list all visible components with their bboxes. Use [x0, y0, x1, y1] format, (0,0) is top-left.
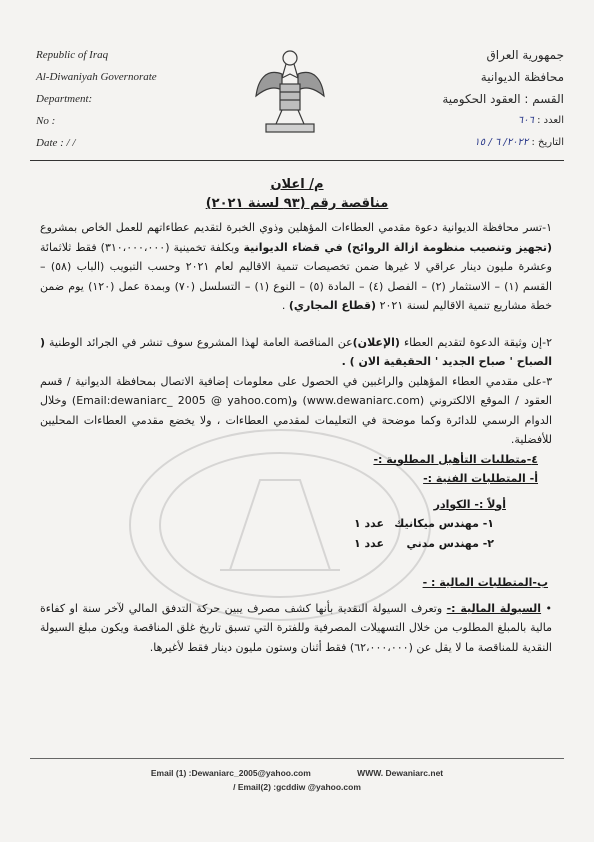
governorate-name-ar: محافظة الديوانية: [480, 70, 564, 84]
staff-row: [40, 514, 552, 534]
header-divider: [30, 160, 564, 161]
technical-requirements-heading: أ- المتطلبات الفنية :-: [423, 472, 538, 485]
staff-count: عدد ١: [353, 536, 384, 550]
country-name-en: Republic of Iraq: [36, 49, 109, 61]
letter-footer: [0, 766, 594, 794]
number-label-ar: العدد :: [537, 115, 564, 126]
date-label-ar: التاريخ :: [531, 137, 564, 148]
footer-divider: [30, 758, 564, 759]
english-letterhead: [36, 44, 216, 154]
date-value-ar: ٢٠٢٢/ ٦ / ١٥: [474, 137, 529, 148]
department-label-en: Department:: [36, 93, 93, 105]
tender-number: مناقصة رقم (٩٣ لسنة ٢٠٢١): [205, 196, 389, 211]
staff-name: ٢- مهندس مدني: [406, 536, 494, 550]
paragraph-project-invitation: ١-تسر محافظة الديوانية دعوة مقدمي العطاءات المؤهلين وذوي الخبرة لتقديم عطاءاتهم للعمل الخاص بمشروع (تجهيز وتنصيب منظومة ازالة الروائح) في قضاء الديوانية وبكلفة تخمينية (٣١٠،٠٠٠،٠٠٠) فقط ثلاثمائة وعشرة مليون دينار عراقي لا غيرها ضمن تخصيصات تنمية الاقاليم لعام ٢٠٢١ وحسب التبويب (الباب (٥٨) – القسم (١) – الاستثمار (٢) – الفصل (٤) – المادة (٥) – النوع (١) – التسلسل (٧٠) وبمدة عمل (١٢٠) يوم ضمن خطة مشاريع تنمية الاقاليم لسنة ٢٠٢١ (قطاع المجاري) .: [40, 221, 553, 312]
financial-requirements-heading: ب-المتطلبات المالية : -: [422, 576, 548, 589]
country-name-ar: جمهورية العراق: [486, 48, 564, 62]
staff-heading: أولاً :- الكوادر: [433, 497, 506, 511]
staff-count: عدد ١: [353, 517, 384, 530]
governorate-name-en: Al-Diwaniyah Governorate: [36, 71, 157, 83]
letter-body: [40, 218, 552, 657]
arabic-letterhead: [389, 44, 564, 154]
footer-website: WWW. Dewaniarc.net: [357, 768, 444, 778]
announcement-label: م/ اعلان: [270, 177, 324, 192]
iraq-eagle-emblem-icon: [252, 44, 328, 136]
date-row-ar: [389, 132, 564, 154]
department-name-ar: القسم : العقود الحكومية: [442, 92, 564, 106]
paragraph-liquidity: • السيولة المالية :- وتعرف السيولة النقدية بأنها كشف مصرف يبين حركة التدفق المالي لآخر سنة او كفاءة مالية بالمبلغ المطلوب من خلال التسهيلات المصرفية وللفترة التي تسبق تاريخ غلق المناقصة ويكون مبلغ السيولة النقدية للمناقصة ما لا يقل عن (٦٢،٠٠٠،٠٠٠) فقط أثنان وستون مليون دينار فقط لأغيرها.: [40, 601, 552, 654]
qualification-requirements-heading: ٤-متطلبات التأهيل المطلوبة :-: [373, 452, 538, 466]
number-label-en: No :: [36, 115, 56, 127]
paragraph-publication: ٢-إن وثيقة الدعوة لتقديم العطاء (الإعلان)عن المناقصة العامة لهذا المشروع سوف تنشر في الجرائد الوطنية ( الصباح ' صباح الجديد ' الحقيقية الان ) .: [40, 335, 552, 368]
number-value-ar: ٦٠٦: [517, 115, 534, 126]
footer-email-2: / Email(2) :gcddiw @yahoo.com: [233, 782, 361, 792]
paragraph-contact-info: ٣-على مقدمي العطاء المؤهلين والراغبين في الحصول على معلومات إضافية الاتصال بمحافظة الديوانية / قسم العقود / الموقع الالكتروني (www.dewaniarc.com) و(Email:dewaniarc_ 2005 @ yahoo.com) وخلال الدوام الرسمي للدائرة وكما موضحة في التعليمات لمقدمي العطاءات ، ولا يخضع مقدمي العطاءات المحليين للأفضلية.: [40, 374, 552, 446]
date-label-en: Date : / /: [36, 137, 76, 149]
announcement-title: [0, 176, 594, 214]
bullet-icon: •: [541, 601, 552, 615]
footer-email-1: Email (1) :Dewaniarc_2005@yahoo.com: [150, 768, 311, 778]
number-row-ar: [389, 110, 564, 132]
staff-row: [40, 534, 552, 554]
staff-name: ١- مهندس ميكانيك: [394, 517, 494, 530]
